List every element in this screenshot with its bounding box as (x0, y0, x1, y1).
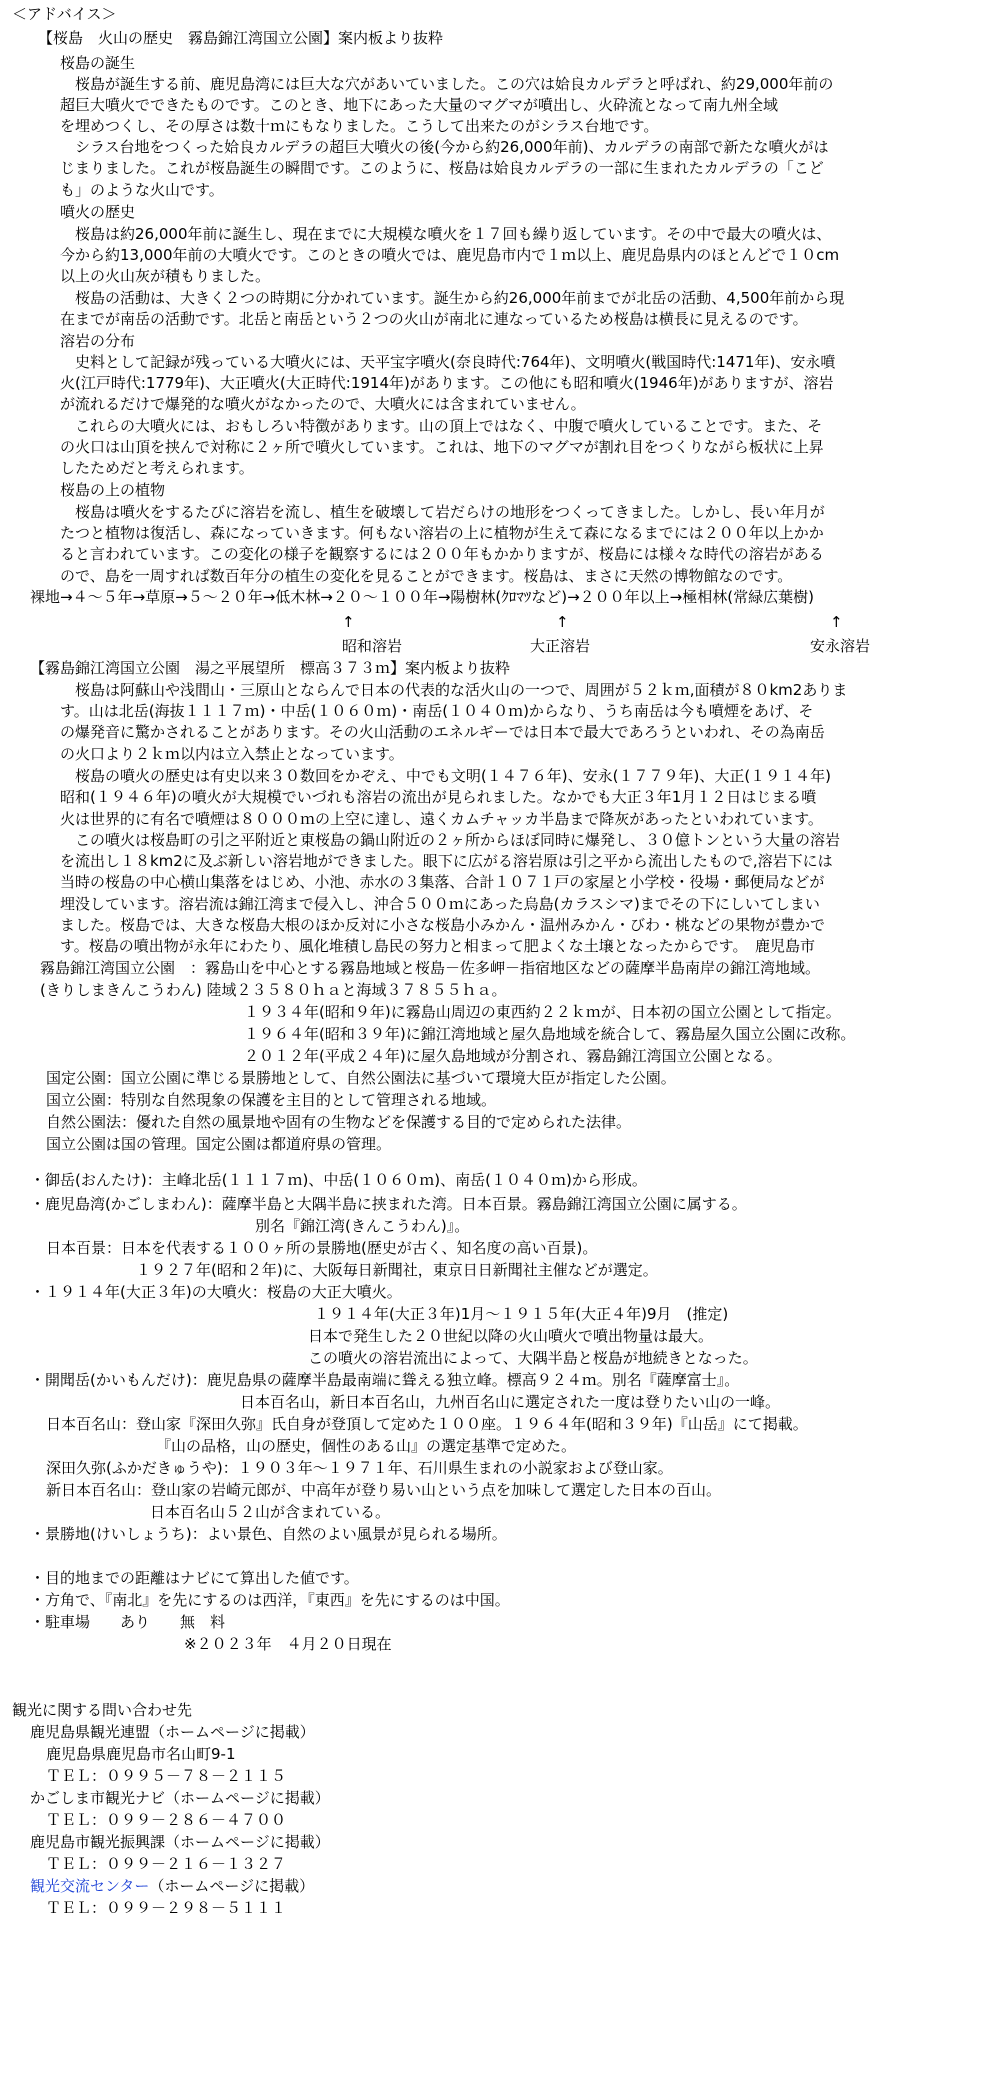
text-line: ので、島を一周すれば数百年分の植生の変化を見ることができます。桜島は、まさに天然の博物館なのです。 (60, 567, 793, 585)
text-line: 裸地→４～５年→草原→５～２０年→低木林→２０～１００年→陽樹林(ｸﾛﾏﾂなど)→２００年以上→極相林(常緑広葉樹) (30, 588, 814, 606)
text-line: 以上の火山灰が積もりました。 (60, 267, 271, 285)
text-line: 国立公園は国の管理。国定公園は都道府県の管理。 (46, 1135, 392, 1153)
text-line: ・１９１４年(大正３年)の大噴火：桜島の大正大噴火。 (30, 1283, 402, 1301)
text-line: ↑ (342, 613, 355, 631)
text-line: 日本百名山５２山が含まれている。 (150, 1503, 391, 1521)
text-line: ＴＥＬ：０９９－２１６－１３２７ (46, 1855, 287, 1873)
text-line: 国立公園：特別な自然現象の保護を主目的として管理される地域。 (46, 1091, 497, 1109)
text-line: 桜島の誕生 (60, 54, 136, 72)
text-line: を埋めつくし、その厚さは数十ｍにもなりました。こうして出来たのがシラス台地です。 (60, 117, 659, 135)
text-line: を流出し１８km2に及ぶ新しい溶岩地ができました。眼下に広がる溶岩原は引之平から流出したもので,溶岩下には (60, 852, 833, 870)
text-line: 霧島錦江湾国立公園 ：霧島山を中心とする霧島地域と桜島－佐多岬－指宿地区などの薩摩半島南岸の錦江湾地域。 (40, 959, 821, 977)
text-line: 鹿児島県鹿児島市名山町9-1 (46, 1745, 236, 1763)
text-line-suffix: （ホームページに掲載） (149, 1877, 315, 1895)
text-line: 国定公園：国立公園に準じる景勝地として、自然公園法に基づいて環境大臣が指定した公園。 (46, 1069, 676, 1087)
text-line: 火(江戸時代:1779年)、大正噴火(大正時代:1914年)があります。この他にも昭和噴火(1946年)がありますが、溶岩 (60, 374, 834, 392)
text-line: シラス台地をつくった姶良カルデラの超巨大噴火の後(今から約26,000年前)、カルデラの南部で新たな噴火がは (60, 138, 829, 156)
text-line: ・目的地までの距離はナビにて算出した値です。 (30, 1569, 359, 1587)
text-line: 日本百名山，新日本百名山，九州百名山に選定された一度は登りたい山の一峰。 (240, 1393, 781, 1411)
text-line: 火は世界的に有名で噴煙は８０００ｍの上空に達し、遠くカムチャッカ半島まで降灰があったといわれています。 (60, 810, 823, 828)
text-line: 【桜島 火山の歴史 霧島錦江湾国立公園】案内板より抜粋 (38, 29, 444, 47)
text-line: ・駐車場 あり 無 料 (30, 1613, 226, 1631)
text-line: １９３４年(昭和９年)に霧島山周辺の東西約２２ｋｍが、日本初の国立公園として指定。 (244, 1003, 841, 1021)
text-line: 自然公園法：優れた自然の風景地や固有の生物などを保護する目的で定められた法律。 (46, 1113, 632, 1131)
text-line: の爆発音に驚かされることがあります。その火山活動のエネルギーでは日本で最大であろうといわれ、その為南岳 (60, 723, 825, 741)
text-line: 桜島は噴火をするたびに溶岩を流し、植生を破壊して岩だらけの地形をつくってきました。しかし、長い年月が (60, 503, 825, 521)
text-line: この噴火は桜島町の引之平附近と東桜島の鍋山附近の２ヶ所からほぼ同時に爆発し、３０億トンという大量の溶岩 (60, 831, 841, 849)
text-line: １９２７年(昭和２年)に、大阪毎日新聞社，東京日日新聞社主催などが選定。 (136, 1261, 658, 1279)
text-line: たつと植物は復活し、森になっていきます。何もない溶岩の上に植物が生えて森になるまでには２００年以上かか (60, 524, 824, 542)
text-line: 超巨大噴火でできたものです。このとき、地下にあった大量のマグマが噴出し、火砕流となって南九州全域 (60, 96, 779, 114)
text-line: 日本百名山：登山家『深田久弥』氏自身が登頂して定めた１００座。１９６４年(昭和３９年)『山岳』にて掲載。 (46, 1415, 808, 1433)
text-line: 溶岩の分布 (60, 332, 136, 350)
text-line: の火口は山頂を挟んで対称に２ヶ所で噴火しています。これは、地下のマグマが割れ目をつくりながら板状に上昇 (60, 438, 824, 456)
text-line: 鹿児島市観光振興課（ホームページに掲載） (30, 1833, 330, 1851)
text-line: 史料として記録が残っている大噴火には、天平宝字噴火(奈良時代:764年)、文明噴火(戦国時代:1471年)、安永噴 (60, 353, 836, 371)
text-line: 観光に関する問い合わせ先 (12, 1701, 193, 1719)
text-line: 今から約13,000年前の大噴火です。このときの噴火では、鹿児島市内で１ｍ以上、鹿児島県内のほとんどで１０cm (60, 246, 840, 264)
text-line: 桜島が誕生する前、鹿児島湾には巨大な穴があいていました。この穴は姶良カルデラと呼ばれ、約29,000年前の (60, 75, 834, 93)
text-line: 別名『錦江湾(きんこうわん)』。 (255, 1217, 470, 1235)
text-line: 【霧島錦江湾国立公園 湯之平展望所 標高３７３ｍ】案内板より抜粋 (30, 659, 511, 677)
text-line: １９１４年(大正３年)1月～１９１５年(大正４年)9月 (推定) (314, 1305, 729, 1323)
text-line: 深田久弥(ふかだきゅうや)：１９０３年～１９７１年、石川県生まれの小説家および登山家。 (46, 1459, 673, 1477)
text-line: も」のような火山です。 (60, 181, 224, 199)
text-line: す。桜島の噴出物が永年にわたり、風化堆積し島民の努力と相まって肥よくな土壌となったからです。 鹿児島市 (60, 937, 815, 955)
up-arrow-icon: ↑ (556, 613, 569, 631)
text-line: 桜島の噴火の歴史は有史以来３０数回をかぞえ、中でも文明(１４７６年)、安永(１７７９年)、大正(１９１４年) (60, 767, 832, 785)
text-line: かごしま市観光ナビ（ホームページに掲載） (30, 1789, 330, 1807)
text-line: ・景勝地(けいしょうち)：よい景色、自然のよい風景が見られる場所。 (30, 1525, 507, 1543)
text-line: したためだと考えられます。 (60, 459, 254, 477)
text-line: ２０１２年(平成２４年)に屋久島地域が分割され、霧島錦江湾国立公園となる。 (244, 1047, 782, 1065)
text-line: (きりしまきんこうわん) 陸域２３５８０ｈａと海域３７８５５ｈａ。 (40, 981, 507, 999)
text-line: ・鹿児島湾(かごしまわん)：薩摩半島と大隅半島に挟まれた湾。日本百景。霧島錦江湾国立公園に属する。 (30, 1195, 747, 1213)
text-line: 埋没しています。溶岩流は錦江湾まで侵入し、沖合５００ｍにあった烏島(カラスシマ)までその下にしいてしまい (60, 895, 820, 913)
text-line: ＜アドバイス＞ (12, 5, 117, 23)
text-line: ると言われています。この変化の様子を観察するには２００年もかかりますが、桜島には様々な時代の溶岩がある (60, 545, 824, 563)
text-line: 『山の品格，山の歴史，個性のある山』の選定基準で定めた。 (156, 1437, 577, 1455)
text-line: 日本で発生した２０世紀以降の火山噴火で噴出物量は最大。 (308, 1327, 714, 1345)
text-line: の火口より２ｋｍ以内は立入禁止となっています。 (60, 745, 404, 763)
text-line: じまりました。これが桜島誕生の瞬間です。このように、桜島は姶良カルデラの一部に生まれたカルデラの「こど (60, 159, 824, 177)
tourism-center-link[interactable]: 観光交流センター (30, 1877, 150, 1895)
text-line: 新日本百名山：登山家の岩崎元郎が、中高年が登り易い山という点を加味して選定した日本の百山。 (46, 1481, 722, 1499)
up-arrow-icon: ↑ (830, 613, 843, 631)
text-line: 桜島の活動は、大きく２つの時期に分かれています。誕生から約26,000年前までが北岳の活動、4,500年前から現 (60, 289, 845, 307)
text-line: 昭和溶岩 (342, 637, 403, 655)
text-line: １９６４年(昭和３９年)に錦江湾地域と屋久島地域を統合して、霧島屋久国立公園に改称。 (244, 1025, 856, 1043)
text-line: ・御岳(おんたけ)：主峰北岳(１１１７ｍ)、中岳(１０６０ｍ)、南岳(１０４０ｍ)から形成。 (30, 1171, 647, 1189)
text-line: 桜島の上の植物 (60, 481, 166, 499)
text-line: 噴火の歴史 (60, 203, 136, 221)
text-line: ＴＥＬ：０９９－２８６－４７００ (46, 1811, 287, 1829)
text-line: 昭和(１９４６年)の噴火が大規模でいづれも溶岩の流出が見られました。なかでも大正３年1月１２日はじまる噴 (60, 788, 817, 806)
text-line: 桜島は約26,000年前に誕生し、現在までに大規模な噴火を１７回も繰り返しています。その中で最大の噴火は、 (60, 225, 832, 243)
text-line: 日本百景：日本を代表する１００ヶ所の景勝地(歴史が古く、知名度の高い百景)。 (46, 1239, 598, 1257)
text-line: す。山は北岳(海抜１１１７ｍ)・中岳(１０６０ｍ)・南岳(１０４０ｍ)からなり、うち南岳は今も噴煙をあげ、そ (60, 702, 814, 720)
text-line: 在までが南岳の活動です。北岳と南岳という２つの火山が南北に連なっているため桜島は横長に見えるのです。 (60, 310, 808, 328)
text-line: ※２０２３年 ４月２０日現在 (184, 1635, 392, 1653)
text-line: ＴＥＬ：０９９５－７８－２１１５ (46, 1767, 287, 1785)
text-line: これらの大噴火には、おもしろい特徴があります。山の頂上ではなく、中腹で噴火していることです。また、そ (60, 417, 823, 435)
text-line: 鹿児島県観光連盟（ホームページに掲載） (30, 1723, 315, 1741)
text-line: が流れるだけで爆発的な噴火がなかったので、大噴火には含まれていません。 (60, 395, 586, 413)
text-line: ＴＥＬ：０９９－２９８－５１１１ (46, 1899, 287, 1917)
text-line: 当時の桜島の中心横山集落をはじめ、小池、赤水の３集落、合計１０７１戸の家屋と小学校・役場・郵便局などが (60, 873, 825, 891)
lava-label: 大正溶岩 (530, 637, 591, 655)
lava-label: 安永溶岩 (810, 637, 871, 655)
text-line: この噴火の溶岩流出によって、大隅半島と桜島が地続きとなった。 (308, 1349, 758, 1367)
text-line: ・開聞岳(かいもんだけ)：鹿児島県の薩摩半島最南端に聳える独立峰。標高９２４ｍ。別名『薩摩富士』。 (30, 1371, 740, 1389)
text-line: ました。桜島では、大きな桜島大根のほか反対に小さな桜島小みかん・温州みかん・びわ・桃などの果物が豊かで (60, 916, 826, 934)
text-line: 桜島は阿蘇山や浅間山・三原山とならんで日本の代表的な活火山の一つで、周囲が５２ｋｍ,面積が８０km2ありま (60, 681, 848, 699)
text-line (30, 1876, 314, 1896)
text-line: ・方角で、『南北』を先にするのは西洋，『東西』を先にするのは中国。 (30, 1591, 510, 1609)
